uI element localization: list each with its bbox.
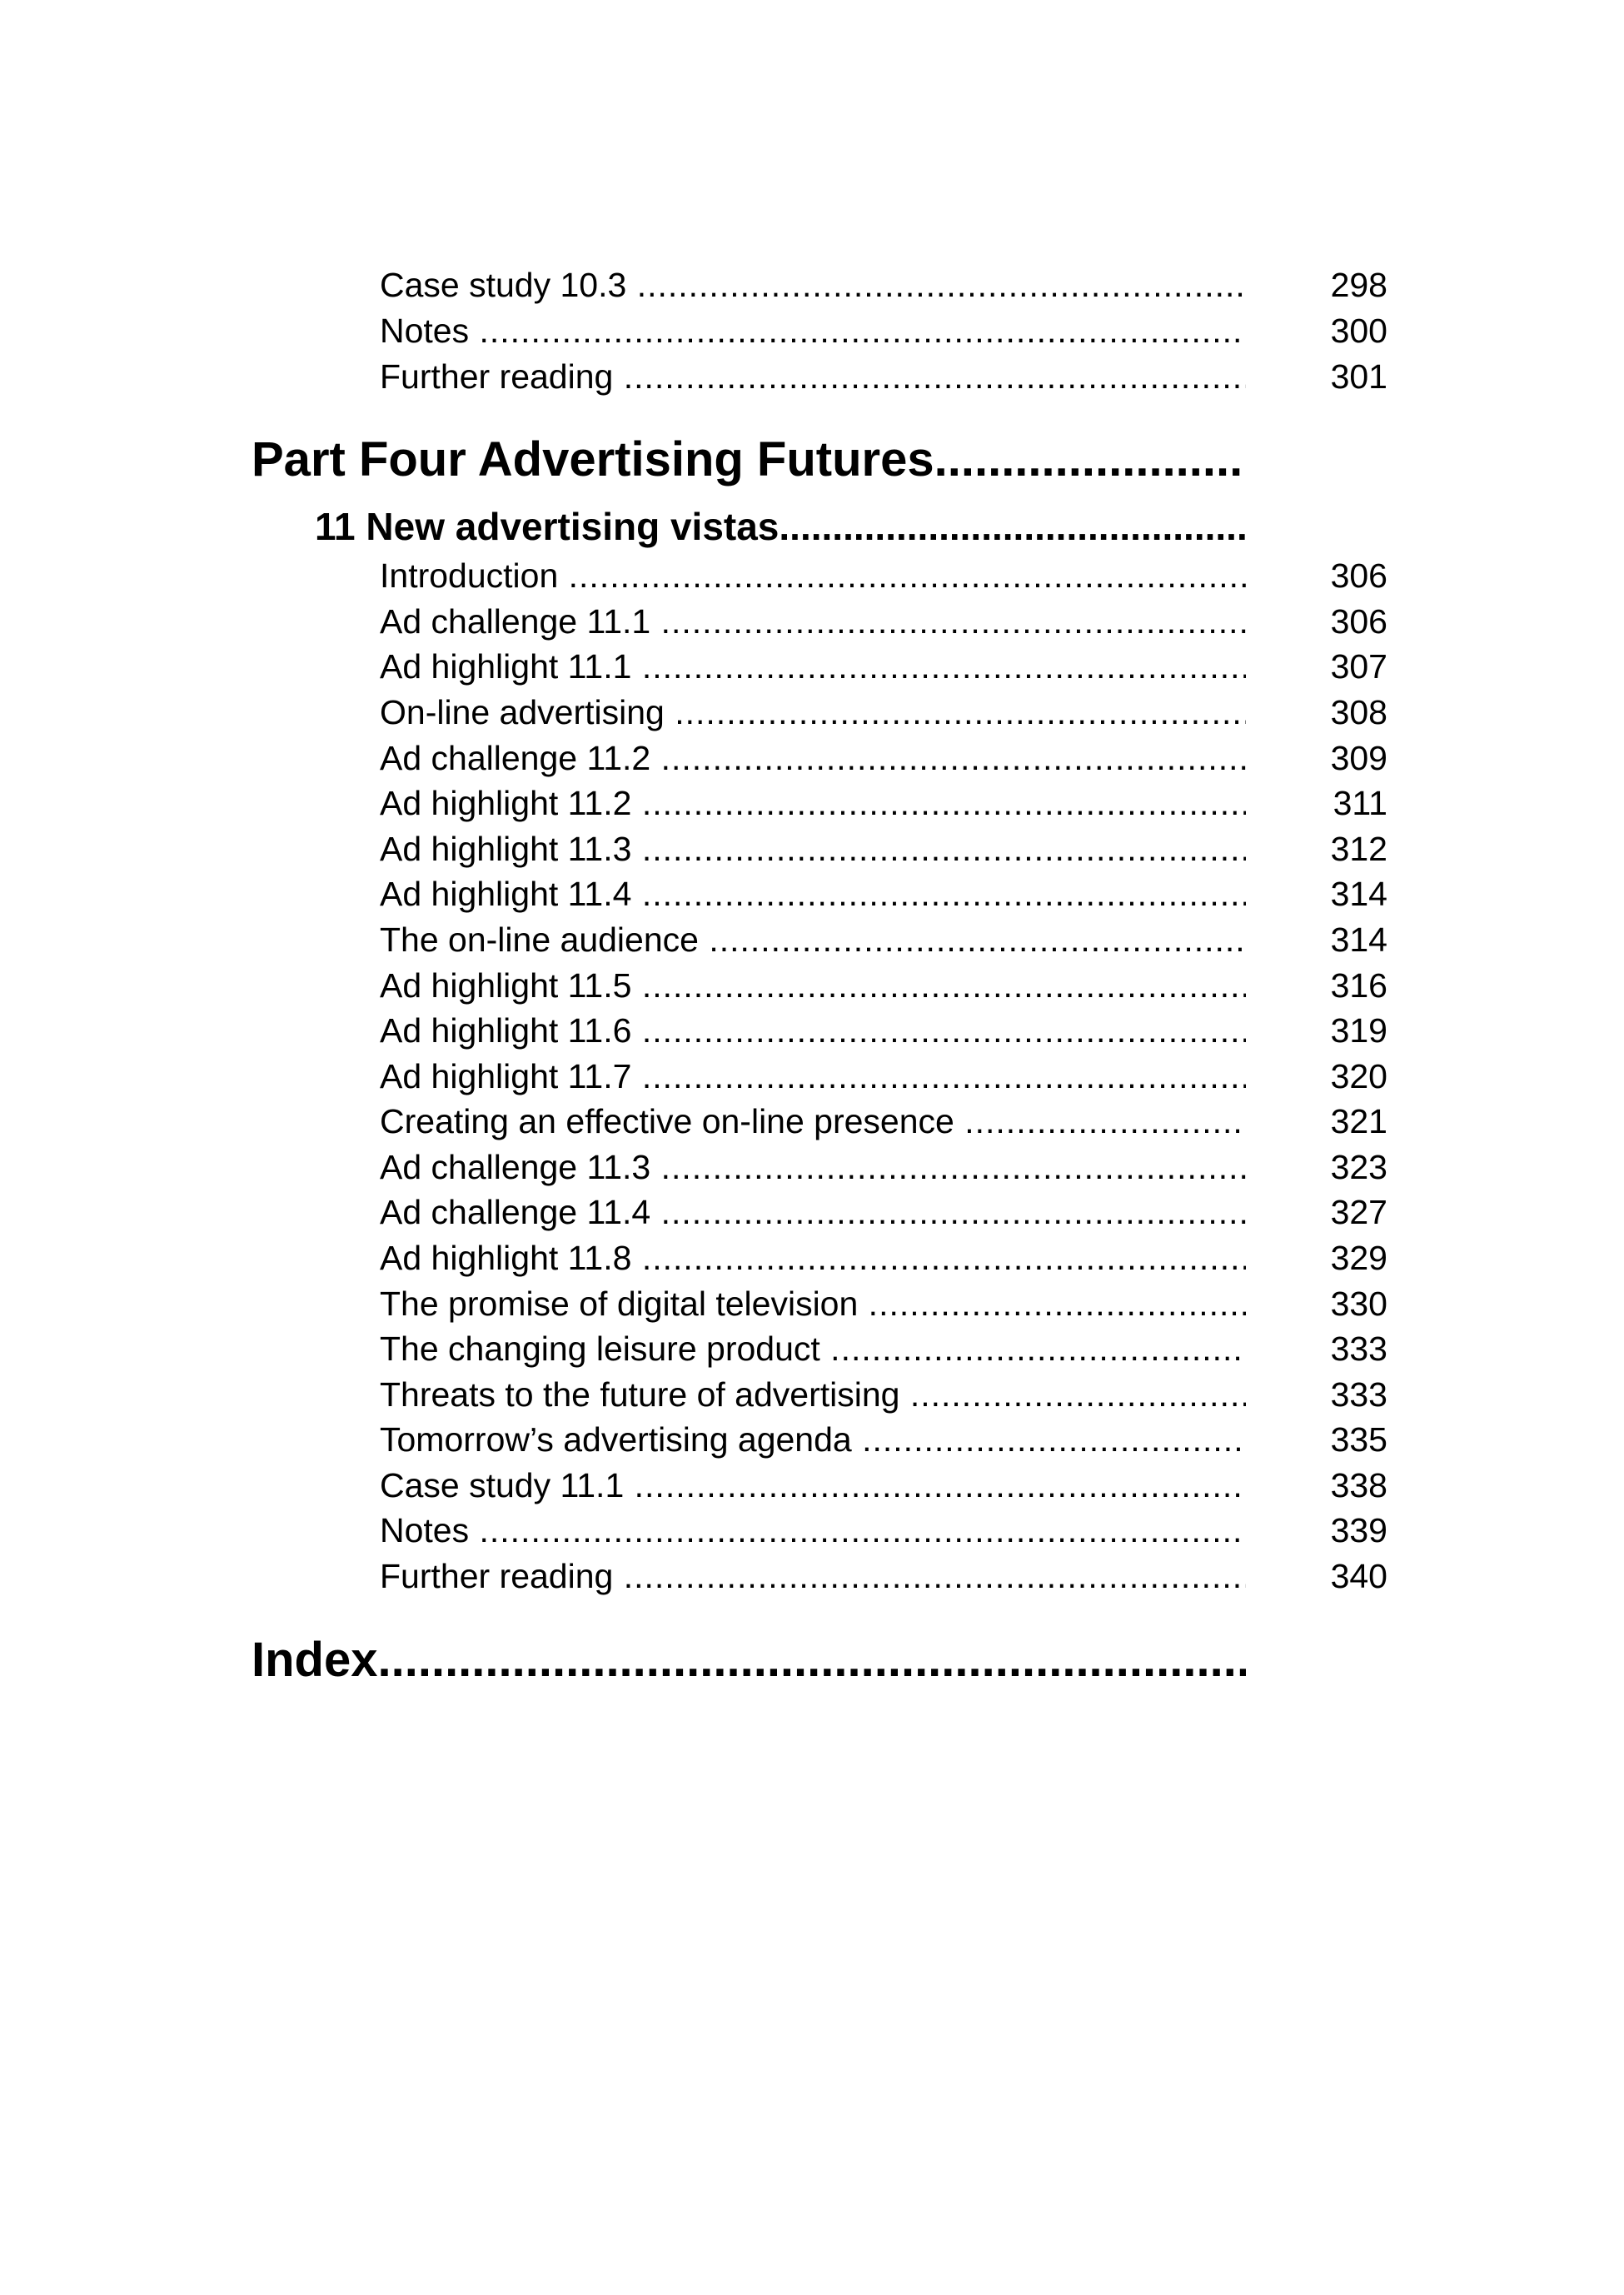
toc-entry-label: Threats to the future of advertising .....: [380, 1372, 1246, 1417]
toc-entry: [380, 963, 1387, 1008]
toc-entry-page: 333: [1330, 1375, 1387, 1414]
toc-entry: [380, 1054, 1387, 1099]
toc-entry-label: Tomorrow’s advertising agenda .....: [380, 1417, 1246, 1462]
toc-entry: [380, 781, 1387, 826]
toc-entry-label: The changing leisure product .....: [380, 1326, 1246, 1371]
part-heading: [252, 427, 1246, 493]
toc-entry: [380, 1417, 1387, 1462]
toc-entry-label: Ad highlight 11.7 .....: [380, 1054, 1246, 1099]
toc-entry: [380, 736, 1387, 781]
toc-entry-page: 306: [1330, 602, 1387, 641]
toc-entry-label: Ad highlight 11.1 .....: [380, 644, 1246, 689]
toc-entry-page: 335: [1330, 1420, 1387, 1459]
toc-entry-page: 309: [1330, 739, 1387, 777]
toc-entry-label: Ad highlight 11.3 .....: [380, 826, 1246, 871]
toc-entry-label: Further reading .....: [380, 354, 1246, 399]
toc-entry-page: 333: [1330, 1330, 1387, 1368]
toc-entry: [380, 644, 1387, 689]
toc-entry-page: 312: [1330, 830, 1387, 868]
toc-entry-page: 314: [1330, 920, 1387, 959]
toc-entry-page: 339: [1330, 1511, 1387, 1549]
toc-entry-label: Notes .....: [380, 308, 1246, 353]
chapter-title: 11 New advertising vistas: [315, 505, 780, 548]
toc-entry: [380, 1235, 1387, 1280]
toc-entry-label: The on-line audience .....: [380, 917, 1246, 962]
toc-entry-label: Notes .....: [380, 1508, 1246, 1553]
toc-entry: [380, 1099, 1387, 1144]
toc-entry-page: 307: [1330, 647, 1387, 686]
toc-entry: [380, 1281, 1387, 1326]
toc-entry-page: 340: [1330, 1557, 1387, 1595]
toc-entry: [380, 1372, 1387, 1417]
toc-entry-label: Further reading .....: [380, 1554, 1246, 1599]
toc-entry-page: 320: [1330, 1057, 1387, 1095]
toc-entry-page: 316: [1330, 966, 1387, 1005]
toc-entry: [380, 262, 1387, 307]
toc-entry-page: 327: [1330, 1193, 1387, 1231]
toc-entry-label: On-line advertising .....: [380, 690, 1246, 735]
toc-entry-page: 308: [1330, 693, 1387, 731]
toc-entry: [380, 690, 1387, 735]
toc-entry: [380, 553, 1387, 598]
toc-entry-label: Ad highlight 11.6 .....: [380, 1008, 1246, 1053]
toc-entry-page: 321: [1330, 1102, 1387, 1140]
toc-entry-label: Ad challenge 11.3 .....: [380, 1145, 1246, 1190]
toc-entry: [380, 1326, 1387, 1371]
toc-entry-label: Ad challenge 11.2 .....: [380, 736, 1246, 781]
chapter-heading: [315, 498, 1246, 555]
toc-entry-label: Case study 11.1 .....: [380, 1463, 1246, 1508]
toc-entry-label: Ad highlight 11.8 .....: [380, 1235, 1246, 1280]
toc-entry-label: Ad challenge 11.1 .....: [380, 599, 1246, 644]
toc-entry-label: Creating an effective on-line presence .....: [380, 1099, 1246, 1144]
toc-entry: [380, 871, 1387, 916]
toc-entry: [380, 1554, 1387, 1599]
toc-entry-label: Case study 10.3 .....: [380, 262, 1246, 307]
part-title: Part Four Advertising Futures: [252, 432, 934, 486]
toc-entry-label: Ad highlight 11.2 .....: [380, 781, 1246, 826]
toc-entry: [380, 1508, 1387, 1553]
index-heading: [252, 1627, 1246, 1694]
toc-entry: [380, 917, 1387, 962]
toc-entry-page: 306: [1330, 556, 1387, 595]
toc-entry-page: 323: [1330, 1148, 1387, 1186]
toc-entry: [380, 354, 1387, 399]
toc-entry-page: 329: [1330, 1239, 1387, 1277]
toc-entry: [380, 599, 1387, 644]
toc-entry: [380, 308, 1387, 353]
toc-entry: [380, 1463, 1387, 1508]
toc-entry-page: 298: [1330, 266, 1387, 304]
toc-entry: [380, 1145, 1387, 1190]
toc-entry-label: Introduction .....: [380, 553, 1246, 598]
toc-entry-page: 300: [1330, 312, 1387, 350]
toc-entry: [380, 1190, 1387, 1235]
toc-entry-page: 301: [1330, 357, 1387, 396]
toc-entry-label: The promise of digital television .....: [380, 1281, 1246, 1326]
toc-entry-page: 319: [1330, 1011, 1387, 1050]
index-title: Index: [252, 1633, 378, 1687]
toc-entry-page: 311: [1333, 784, 1387, 822]
toc-entry-label: Ad challenge 11.4 .....: [380, 1190, 1246, 1235]
toc-entry-page: 314: [1330, 875, 1387, 913]
toc-entry-label: Ad highlight 11.5 .....: [380, 963, 1246, 1008]
toc-entry-page: 338: [1330, 1466, 1387, 1504]
toc-entry: [380, 826, 1387, 871]
toc-entry-page: 330: [1330, 1285, 1387, 1323]
toc-entry-label: Ad highlight 11.4 .....: [380, 871, 1246, 916]
toc-entry: [380, 1008, 1387, 1053]
